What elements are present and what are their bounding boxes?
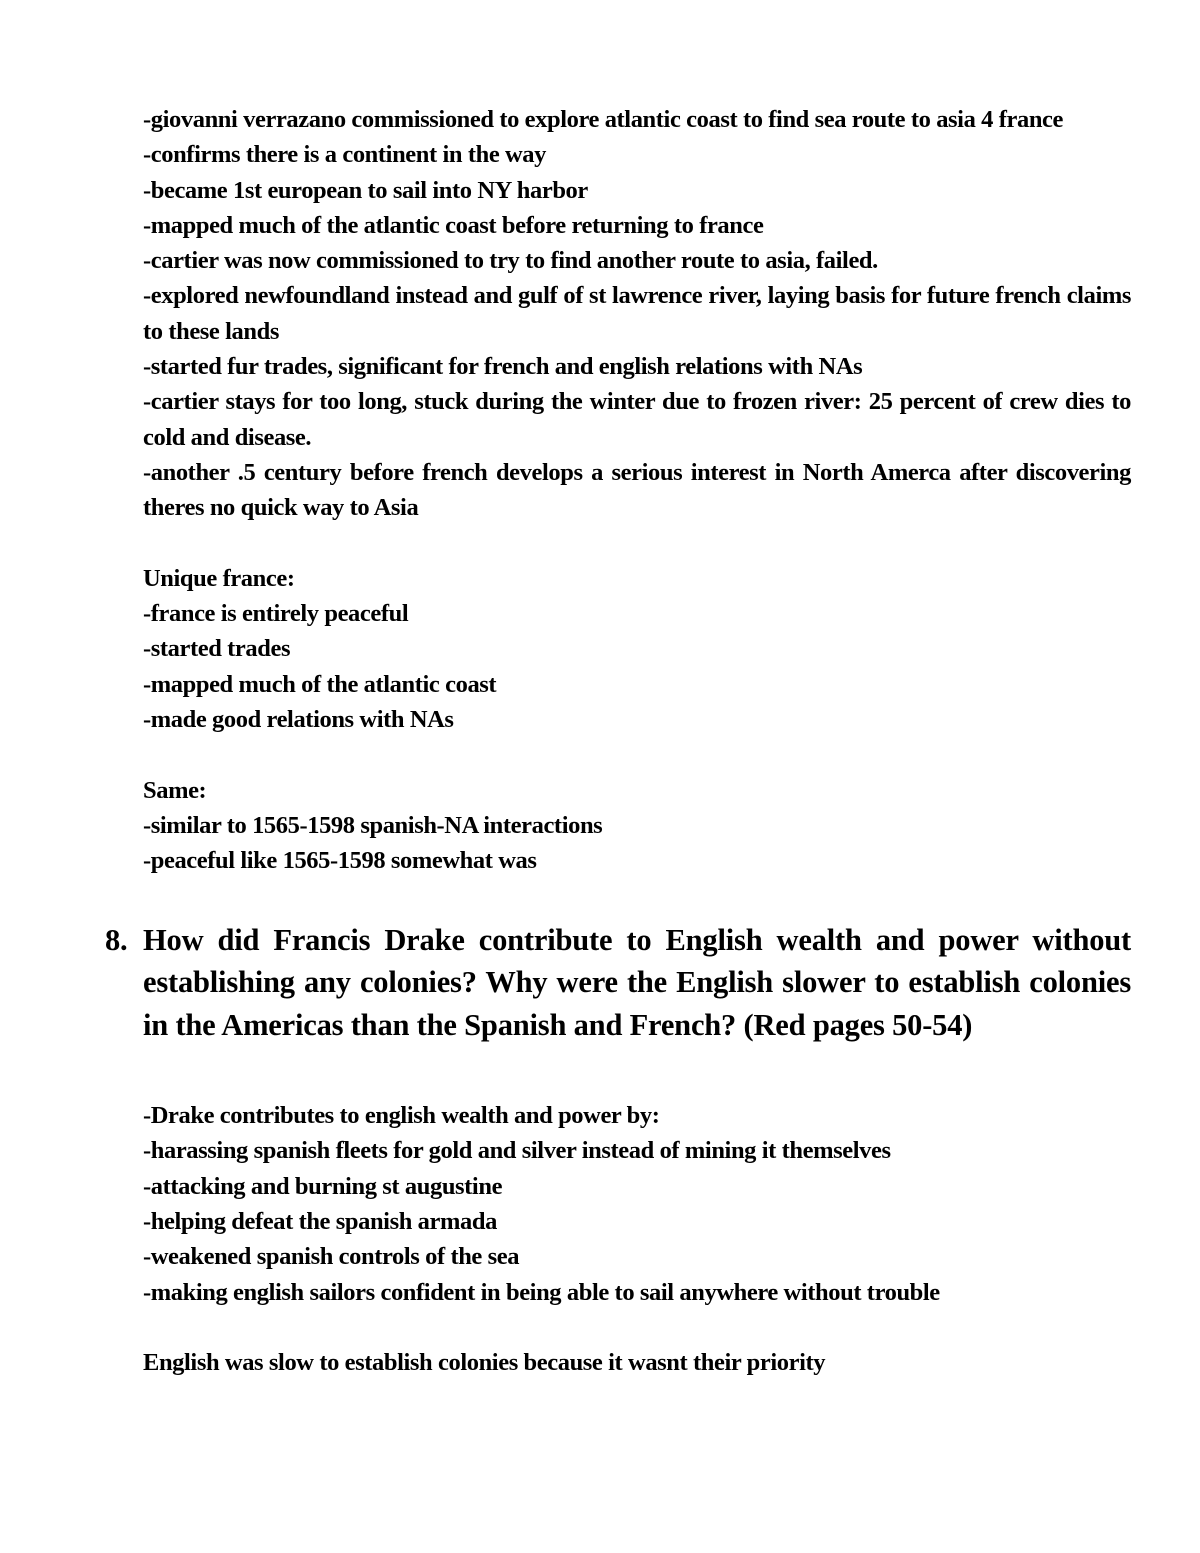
section-heading: Unique france: xyxy=(143,564,295,592)
question-8 xyxy=(105,919,1131,1047)
spacer xyxy=(143,1046,1131,1098)
list-item: -attacking and burning st augustine xyxy=(143,1172,503,1200)
note-line: -started fur trades, significant for french and english relations with NAs xyxy=(143,353,863,381)
question-text: How did Francis Drake contribute to English wealth and power without establishing any colonies? Why were the English slower to establish colonies in the Americas than the Spanish and French? (Red pages 50-54) xyxy=(143,922,1131,1042)
list-item: -making english sailors confident in being able to sail anywhere without trouble xyxy=(143,1278,940,1306)
list-item: -made good relations with NAs xyxy=(143,706,454,734)
french-exploration-notes xyxy=(143,102,1131,526)
note-line: -explored newfoundland instead and gulf of st lawrence river, laying basis for future french claims to these lands xyxy=(143,282,1131,345)
note-line: -mapped much of the atlantic coast before returning to france xyxy=(143,211,764,239)
note-line: -cartier stays for too long, stuck during the winter due to frozen river: 25 percent of crew dies to cold and disease. xyxy=(143,388,1131,451)
note-line: -another .5 century before french develops a serious interest in North Amerca after discovering theres no quick way to Asia xyxy=(143,458,1131,522)
list-item: -harassing spanish fleets for gold and silver instead of mining it themselves xyxy=(143,1137,891,1165)
list-item: -helping defeat the spanish armada xyxy=(143,1207,497,1235)
same-section xyxy=(143,773,1131,879)
spacer xyxy=(143,1310,1131,1345)
list-item: -started trades xyxy=(143,635,291,663)
note-line: -giovanni verrazano commissioned to explore atlantic coast to find sea route to asia 4 france xyxy=(143,106,1063,133)
question-number: 8. xyxy=(105,922,128,957)
list-item: -weakened spanish controls of the sea xyxy=(143,1243,520,1271)
note-line: -became 1st european to sail into NY harbor xyxy=(143,176,588,204)
answer-conclusion: English was slow to establish colonies because it wasnt their priority xyxy=(143,1349,826,1377)
list-item: -mapped much of the atlantic coast xyxy=(143,670,497,698)
spacer xyxy=(143,526,1131,561)
section-heading: Same: xyxy=(143,776,207,804)
note-line: -cartier was now commissioned to try to find another route to asia, failed. xyxy=(143,247,878,275)
unique-france-section xyxy=(143,561,1131,737)
document-page xyxy=(105,102,1131,1380)
spacer xyxy=(143,737,1131,772)
list-item: -peaceful like 1565-1598 somewhat was xyxy=(143,847,537,875)
list-item: -similar to 1565-1598 spanish-NA interactions xyxy=(143,811,603,839)
answer-8 xyxy=(143,1098,1131,1380)
note-line: -confirms there is a continent in the way xyxy=(143,141,547,169)
list-item: -france is entirely peaceful xyxy=(143,600,409,628)
answer-intro: -Drake contributes to english wealth and power by: xyxy=(143,1102,660,1130)
spacer xyxy=(143,879,1131,919)
